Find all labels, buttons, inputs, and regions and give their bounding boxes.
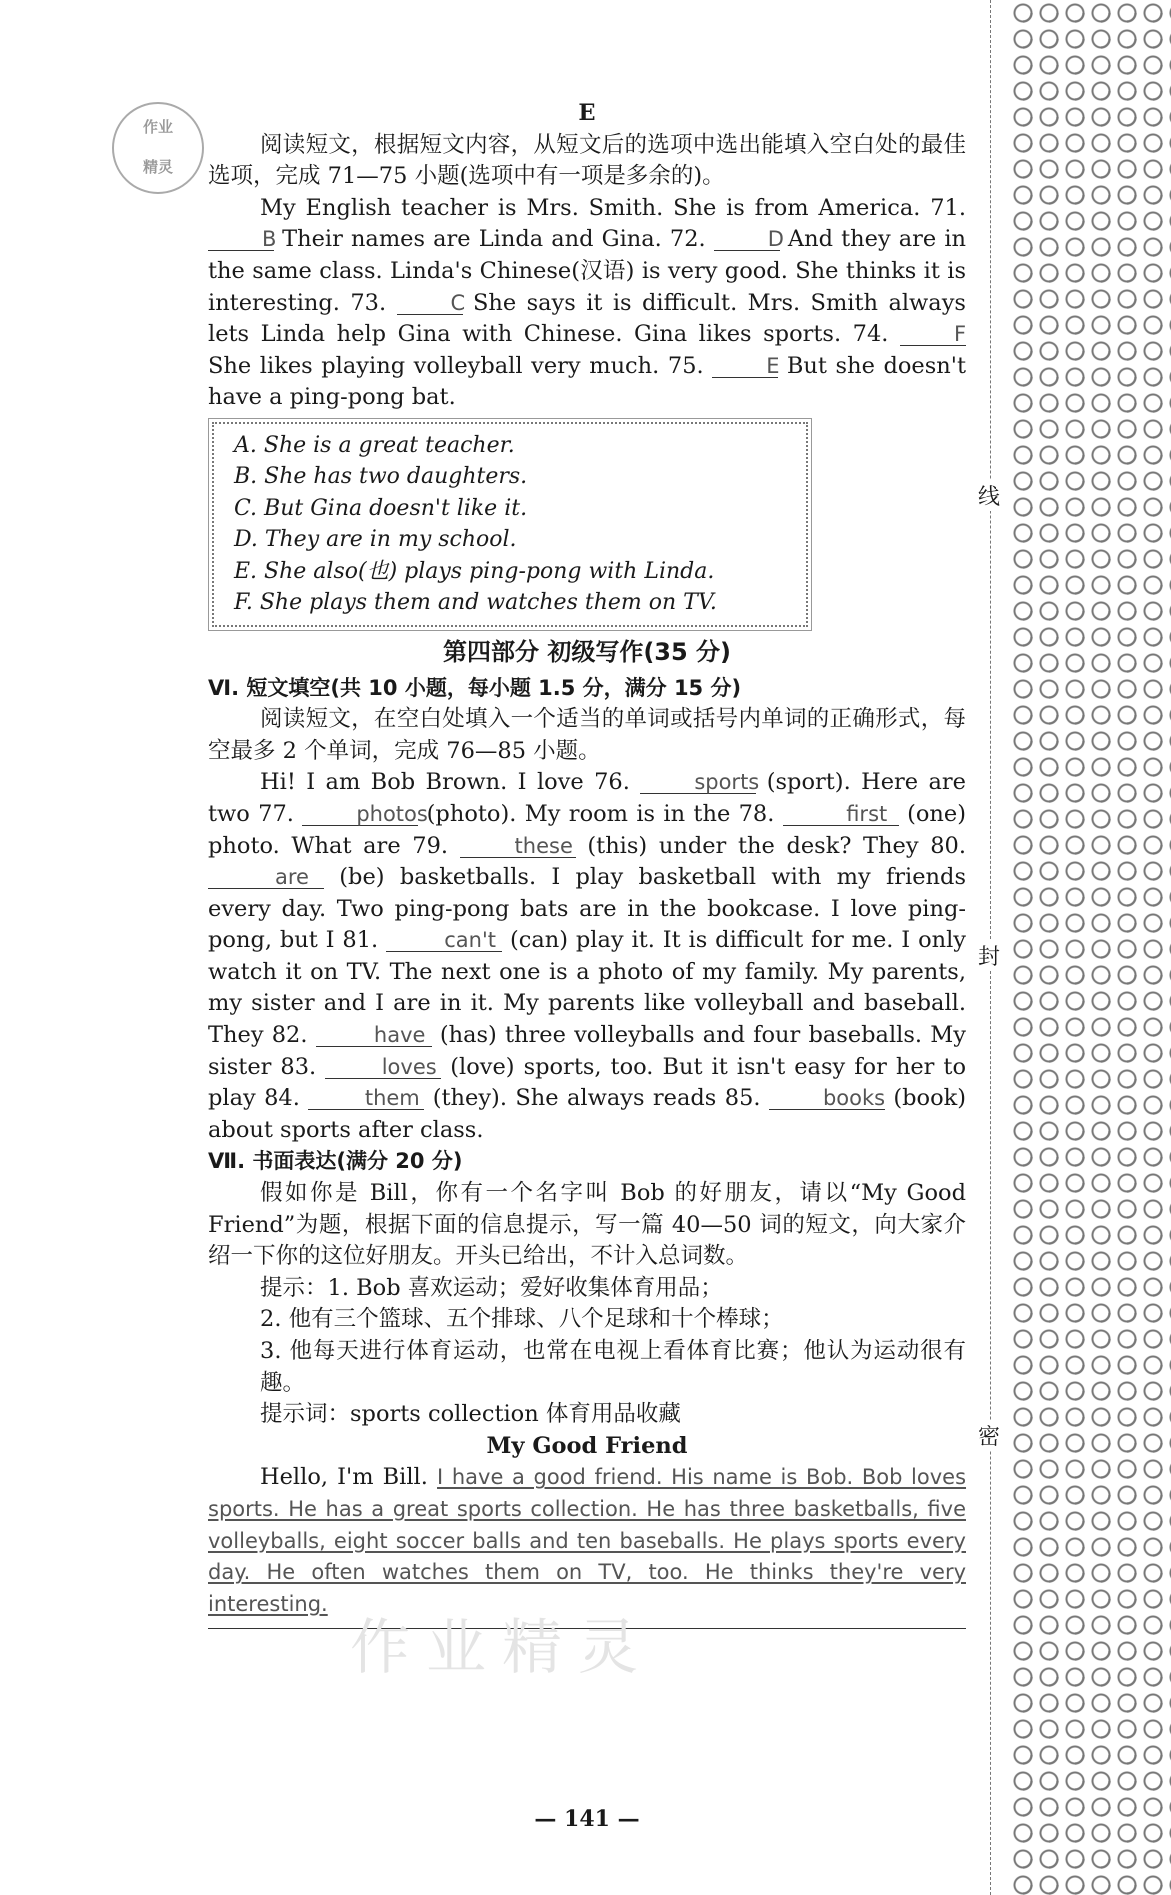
answer-85: books [769,1087,885,1110]
answer-73: C [397,292,463,315]
binding-char-seal: 封 [975,940,1003,971]
hint-1: 提示：1. Bob 喜欢运动；爱好收集体育用品； [260,1274,723,1301]
answer-75: E [712,355,778,378]
answer-83: loves [325,1056,441,1079]
passage-text: (has) three volleyballs and four baseballs. My sister 83. [208,1022,966,1080]
passage-text: She likes playing volleyball very much. 75. [208,352,704,379]
answer-81: can't [386,929,502,952]
section-e-instruction: 阅读短文，根据短文内容，从短文后的选项中选出能填入空白处的最佳选项，完成 71—75 小题(选项中有一项是多余的)。 [208,131,966,190]
section-7-instruction: 假如你是 Bill，你有一个名字叫 Bob 的好朋友，请以“My Good Friend”为题，根据下面的信息提示，写一篇 40—50 词的短文，向大家介绍一下你的这位好朋友。开头已给出，不计入总词数。 [208,1180,966,1270]
essay-title: My Good Friend [486,1432,688,1459]
passage-text: Hi! I am Bob Brown. I love 76. [260,769,630,796]
stamp-text-top: 作业 [142,118,173,136]
binding-char-line: 线 [975,480,1003,511]
passage-text: (be) basketballs. I play basketball with my friends every day. Two ping-pong bats are in the bookcase. I love ping-pong, but I 81. [208,864,966,954]
main-content [208,98,966,1629]
passage-text: Their names are Linda and Gina. 72. [282,226,706,253]
option-f: F. She plays them and watches them on TV. [234,590,717,616]
passage-text: And they are in the same class. Linda's Chinese(汉语) is very good. She thinks it is interesting. 73. [208,226,967,316]
answer-77: photos [302,803,418,826]
answer-78: first [783,803,899,826]
answer-80: are [208,866,324,889]
answer-71: B [208,228,274,251]
answer-79: these [460,835,576,858]
option-c: C. But Gina doesn't like it. [234,495,528,521]
answer-82: have [316,1024,432,1047]
watermark: 作业精灵 [350,1613,654,1683]
option-d: D. They are in my school. [234,527,517,553]
binding-char-secret: 密 [975,1420,1003,1451]
passage-text: (book) about sports after class. [208,1085,967,1143]
section-6-instruction: 阅读短文，在空白处填入一个适当的单词或括号内单词的正确形式，每空最多 2 个单词，完成 76—85 小题。 [208,706,966,764]
answer-84: them [308,1087,424,1110]
option-b: B. She has two daughters. [234,464,528,490]
passage-text: But she doesn't have a ping-pong bat. [208,352,966,411]
stamp-logo [112,102,204,194]
hint-2: 2. 他有三个篮球、五个排球、八个足球和十个棒球； [260,1306,784,1333]
section-e-letter: E [578,100,596,126]
passage-text: (can) play it. It is difficult for me. I only watch it on TV. The next one is a photo of my family. My parents, my sister and I are in it. My parents like volleyball and baseball. They 82. [208,927,967,1049]
section-e-passage [208,193,966,414]
options-box [212,422,808,627]
option-e: E. She also(也) plays ping-pong with Linda. [234,558,715,584]
section-6-heading: Ⅵ. 短文填空(共 10 小题，每小题 1.5 分，满分 15 分) [208,675,742,700]
part-four-title: 第四部分 初级写作(35 分) [442,637,732,666]
essay-body [208,1462,966,1620]
answer-74: F [900,323,966,346]
answer-76: sports [640,771,756,794]
page-number: — 141 — [534,1806,640,1832]
passage-text: (one) photo. What are 79. [208,800,966,859]
stamp-text-bottom: 精灵 [142,158,173,176]
passage-text: She says it is difficult. Mrs. Smith always lets Linda help Gina with Chinese. Gina likes sports. 74. [208,289,966,348]
hint-keywords: 提示词：sports collection 体育用品收藏 [260,1401,681,1428]
essay-answer: I have a good friend. His name is Bob. Bob loves sports. He has a great sports collection. He has three basketballs, five volleyballs, eight soccer balls and ten baseballs. He plays sports every day. He often watches them on TV, too. He thinks they're very interesting. [208,1465,967,1616]
hint-3: 3. 他每天进行体育运动，也常在电视上看体育比赛；他认为运动很有趣。 [260,1338,966,1396]
passage-text: (photo). My room is in the 78. [426,800,775,827]
passage-text: (love) sports, too. But it isn't easy for her to play 84. [208,1053,967,1112]
essay-start: Hello, I'm Bill. [260,1464,428,1491]
passage-text: (sport). Here are two 77. [208,769,966,827]
decorative-border-pattern [1010,0,1171,1895]
section-7-heading: Ⅶ. 书面表达(满分 20 分) [208,1149,463,1174]
answer-72: D [714,228,780,251]
passage-text: (this) under the desk? They 80. [587,832,967,859]
section-6-passage [208,767,966,1146]
passage-text: My English teacher is Mrs. Smith. She is from America. 71. [260,194,966,221]
passage-text: (they). She always reads 85. [432,1085,761,1112]
option-a: A. She is a great teacher. [234,432,515,458]
